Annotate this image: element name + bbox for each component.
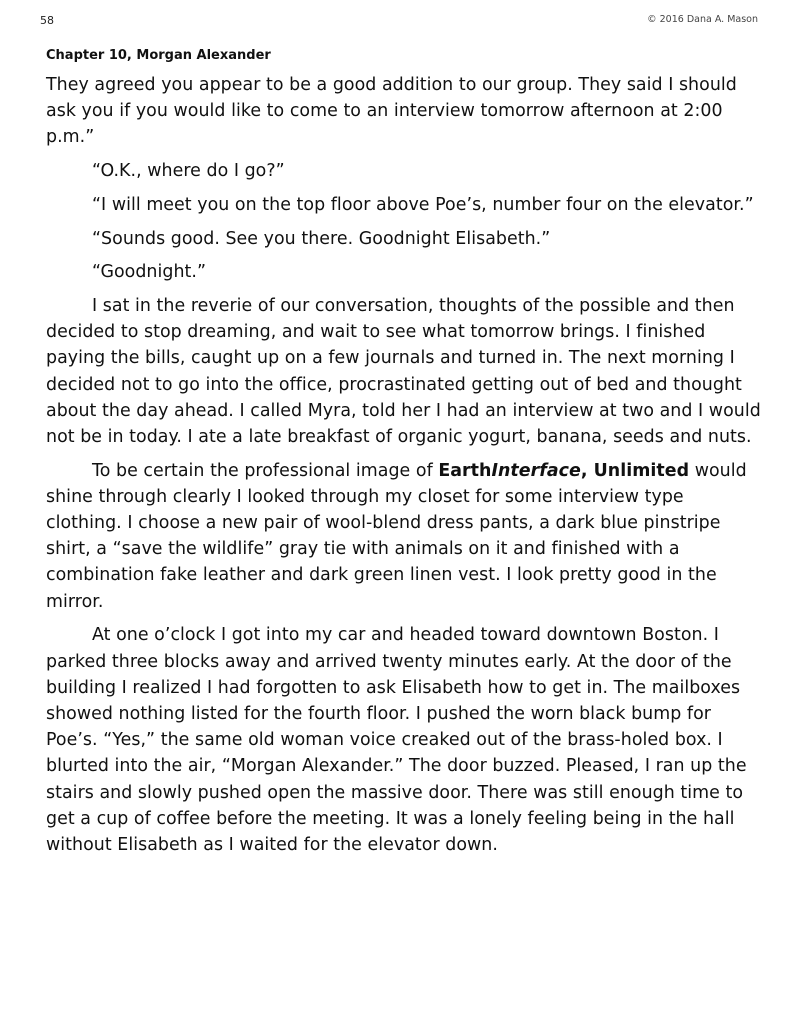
paragraph: “Sounds good. See you there. Goodnight Elisabeth.” <box>92 228 551 249</box>
paragraph: “Goodnight.” <box>92 262 207 283</box>
brand-name <box>438 461 689 481</box>
brand-earth: Earth <box>438 460 492 481</box>
body-text <box>46 72 762 866</box>
paragraph: “O.K., where do I go?” <box>92 161 285 182</box>
paragraph-text: would shine through clearly I looked through my closet for some interview type clothing. I choose a new pair of wool-blend dress pants, a dark blue pinstripe shirt, a “save the wildlife” gray tie with animals on it and finished with a combination fake leather and dark green linen vest. I look pretty good in the mirror. <box>46 460 747 612</box>
paragraph: I sat in the reverie of our conversation, thoughts of the possible and then decided to stop dreaming, and wait to see what tomorrow brings. I finished paying the bills, caught up on a few journals and turned in. The next morning I decided not to go into the office, procrastinated getting out of bed and thought about the day ahead. I called Myra, told her I had an interview at two and I would not be in today. I ate a late breakfast of organic yogurt, banana, seeds and nuts. <box>46 295 761 447</box>
paragraph: “I will meet you on the top floor above Poe’s, number four on the elevator.” <box>92 194 754 215</box>
paragraph: At one o’clock I got into my car and headed toward downtown Boston. I parked three blocks away and arrived twenty minutes early. At the door of the building I realized I had forgotten to ask Elisabeth how to get in. The mailboxes showed nothing listed for the fourth floor. I pushed the worn black bump for Poe’s. “Yes,” the same old woman voice creaked out of the brass-holed box. I blurted into the air, “Morgan Alexander.” The door buzzed. Pleased, I ran up the stairs and slowly pushed open the massive door. There was still enough time to get a cup of coffee before the meeting. It was a lonely feeling being in the hall without Elisabeth as I waited for the elevator down. <box>46 625 747 855</box>
page-number: 58 <box>40 14 54 27</box>
brand-unlimited: , Unlimited <box>580 460 690 481</box>
paragraph: They agreed you appear to be a good addition to our group. They said I should ask you if you would like to come to an interview tomorrow afternoon at 2:00 p.m.” <box>46 75 737 148</box>
paragraph <box>46 458 762 615</box>
copyright-notice: © 2016 Dana A. Mason <box>647 14 758 25</box>
brand-interface: Interface <box>491 460 581 481</box>
chapter-heading: Chapter 10, Morgan Alexander <box>46 48 271 63</box>
paragraph-text: To be certain the professional image of <box>92 460 439 481</box>
